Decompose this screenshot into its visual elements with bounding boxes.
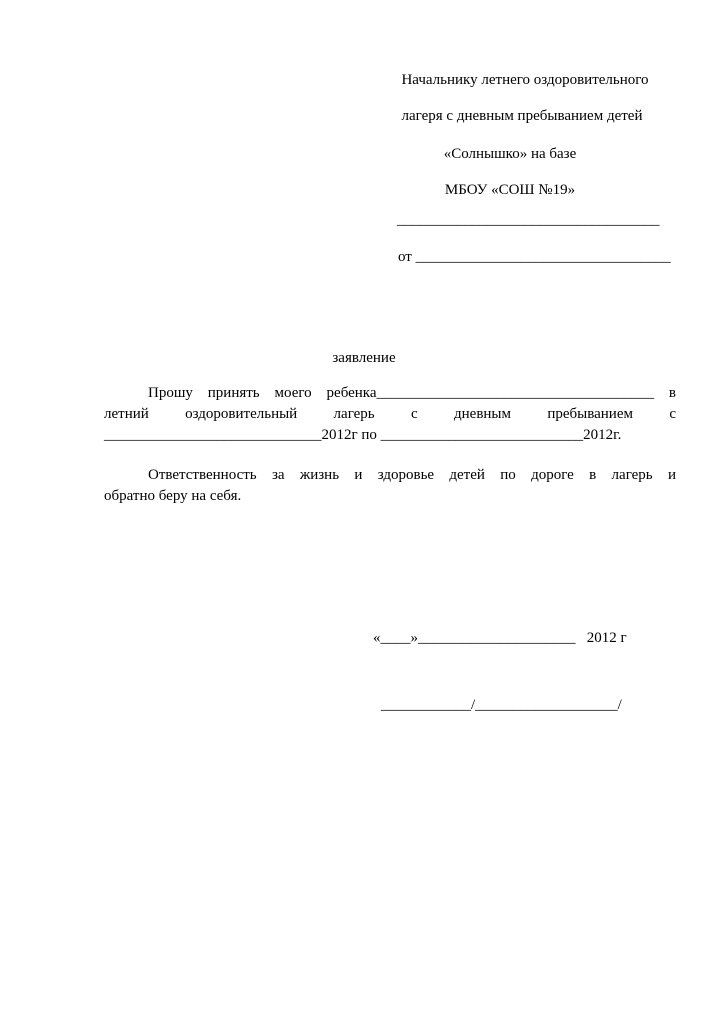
date-line: «____»_____________________ 2012 г bbox=[373, 630, 627, 646]
request-paragraph bbox=[104, 383, 676, 446]
responsibility-line-1: Ответственность за жизнь и здоровье детей по дороге в лагерь и bbox=[148, 467, 676, 483]
request-line-2: летний оздоровительный лагерь с дневным пребыванием с bbox=[104, 406, 676, 422]
request-line-3: _____________________________2012г по ___________________________2012г. bbox=[104, 427, 622, 443]
addressee-line-3: «Солнышко» на базе bbox=[443, 146, 577, 162]
from-line: от __________________________________ bbox=[398, 249, 671, 265]
responsibility-paragraph bbox=[104, 465, 676, 507]
addressee-line-2: лагеря с дневным пребыванием детей bbox=[401, 108, 643, 124]
signature-line: ____________/___________________/ bbox=[381, 697, 622, 713]
addressee-line-1: Начальнику летнего оздоровительного bbox=[401, 72, 649, 88]
responsibility-line-2: обратно беру на себя. bbox=[104, 488, 242, 504]
document-title: заявление bbox=[332, 350, 396, 366]
addressee-line-4: МБОУ «СОШ №19» bbox=[444, 182, 576, 198]
request-line-1: Прошу принять моего ребенка_____________________________________ в bbox=[148, 385, 676, 401]
addressee-blank-line: ___________________________________ bbox=[397, 212, 660, 228]
